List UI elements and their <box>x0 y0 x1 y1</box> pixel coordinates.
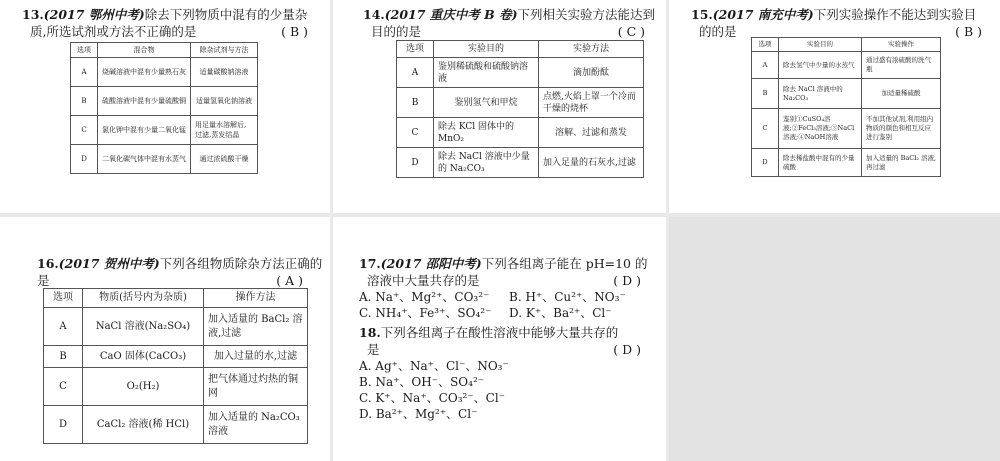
header-option: 选项 <box>397 41 434 58</box>
question-source: (2017 南充中考) <box>712 7 814 22</box>
table-row <box>71 58 258 87</box>
cell-substance: O₂(H₂) <box>83 368 204 406</box>
question-stem-line1: 下列各组离子在酸性溶液中能够大量共存的 <box>380 325 619 340</box>
panel-question-14 <box>333 0 666 213</box>
question-number: 16. <box>37 256 59 271</box>
cell-purpose: 除去氢气中少量的水蒸气 <box>779 52 862 79</box>
table-row <box>397 88 644 118</box>
question-stem-line1: 下列各组离子能在 pH=10 的 <box>481 256 648 271</box>
header-option: 选项 <box>44 289 83 308</box>
cell-operation: 加入适量的 BaCl₂ 溶液,过滤 <box>204 308 308 346</box>
question-stem-line1: 下列各组物质除杂方法正确的 <box>159 256 323 271</box>
question-stem-line2: 溶液中大量共存的是 <box>366 273 480 288</box>
question-number: 15. <box>691 7 713 22</box>
cell-option: B <box>397 88 434 118</box>
cell-operation: 不加其他试剂,利用组内物质的颜色和相互反应进行鉴别 <box>862 109 941 149</box>
table-header-row <box>397 41 644 58</box>
answer: ( C ) <box>617 24 645 39</box>
question-stem-line2: 质,所选试剂或方法不正确的是 <box>29 24 197 39</box>
option-c: C. NH₄⁺、Fe³⁺、SO₄²⁻ <box>359 306 492 320</box>
cell-operation: 加适量稀硫酸 <box>862 79 941 109</box>
cell-option: B <box>71 87 98 116</box>
question-17 <box>359 255 655 321</box>
header-purpose: 实验目的 <box>434 41 539 58</box>
cell-option: D <box>752 149 779 177</box>
cell-option: A <box>44 308 83 346</box>
cell-operation: 把气体通过灼热的铜网 <box>204 368 308 406</box>
cell-option: C <box>397 118 434 148</box>
option-b: B. H⁺、Cu²⁺、NO₃⁻ <box>509 290 626 304</box>
question-stem-line1: 下列实验操作不能达到实验目 <box>813 7 977 22</box>
option-c: C. K⁺、Na⁺、CO₃²⁻、Cl⁻ <box>359 391 505 405</box>
table-header-row <box>44 289 308 308</box>
cell-method: 溶解、过滤和蒸发 <box>539 118 644 148</box>
question-number: 18. <box>359 325 381 340</box>
question-stem-line1: 除去下列物质中混有的少量杂 <box>144 7 308 22</box>
option-a: A. Ag⁺、Na⁺、Cl⁻、NO₃⁻ <box>359 359 509 373</box>
option-d: D. K⁺、Ba²⁺、Cl⁻ <box>509 306 612 320</box>
cell-option: B <box>752 79 779 109</box>
answer: ( B ) <box>955 24 982 39</box>
empty-panel <box>669 217 1000 461</box>
cell-mixture: 二氧化碳气体中混有水蒸气 <box>98 145 191 174</box>
cell-option: A <box>752 52 779 79</box>
question-source: (2017 鄂州中考) <box>43 7 145 22</box>
answer: ( B ) <box>281 24 308 39</box>
cell-option: D <box>44 406 83 444</box>
cell-purpose: 除去稀盐酸中混有的少量硫酸 <box>779 149 862 177</box>
table-question-15 <box>751 37 941 177</box>
question-source: (2017 重庆中考 B 卷) <box>384 7 518 22</box>
option-b: B. Na⁺、OH⁻、SO₄²⁻ <box>359 375 485 389</box>
header-method: 除杂试剂与方法 <box>191 43 258 58</box>
header-method: 实验方法 <box>539 41 644 58</box>
table-row <box>397 58 644 88</box>
cell-purpose: 鉴别①CuSO₄溶液;②FeCl₃溶液;③NaCl溶液;④NaOH溶液 <box>779 109 862 149</box>
question-source: (2017 邵阳中考) <box>380 256 482 271</box>
table-header-row <box>71 43 258 58</box>
table-row <box>44 308 308 346</box>
header-operation: 操作方法 <box>204 289 308 308</box>
panel-question-13 <box>0 0 330 213</box>
cell-substance: NaCl 溶液(Na₂SO₄) <box>83 308 204 346</box>
option-a: A. Na⁺、Mg²⁺、CO₃²⁻ <box>359 290 490 304</box>
table-row <box>71 87 258 116</box>
cell-option: C <box>44 368 83 406</box>
question-15 <box>691 6 996 40</box>
question-stem-line2: 是 <box>366 342 380 357</box>
table-header-row <box>752 38 941 52</box>
table-row <box>752 149 941 177</box>
table-row <box>44 406 308 444</box>
header-option: 选项 <box>752 38 779 52</box>
table-question-14 <box>396 40 644 178</box>
panel-question-15 <box>669 0 1000 213</box>
table-row <box>71 116 258 145</box>
table-question-16 <box>43 288 308 444</box>
question-16 <box>37 255 323 289</box>
cell-option: A <box>397 58 434 88</box>
header-substance: 物质(括号内为杂质) <box>83 289 204 308</box>
question-18 <box>359 324 655 422</box>
cell-method: 点燃,火焰上罩一个冷而干燥的烧杯 <box>539 88 644 118</box>
question-number: 14. <box>363 7 385 22</box>
cell-method: 加入足量的石灰水,过滤 <box>539 148 644 178</box>
cell-purpose: 鉴别氢气和甲烷 <box>434 88 539 118</box>
answer: ( A ) <box>276 273 303 288</box>
question-source: (2017 贺州中考) <box>58 256 160 271</box>
cell-operation: 加入适量的 Na₂CO₃ 溶液 <box>204 406 308 444</box>
question-number: 17. <box>359 256 381 271</box>
cell-operation: 加入过量的水,过滤 <box>204 346 308 368</box>
cell-method: 用足量水溶解后,过滤,蒸发结晶 <box>191 116 258 145</box>
table-row <box>752 52 941 79</box>
question-stem-line2: 的的是 <box>698 24 737 39</box>
cell-option: C <box>752 109 779 149</box>
question-stem-line1: 下列相关实验方法能达到 <box>517 7 656 22</box>
cell-option: D <box>71 145 98 174</box>
header-operation: 实验操作 <box>862 38 941 52</box>
question-14 <box>363 6 659 40</box>
cell-purpose: 除去 NaCl 溶液中少量的 Na₂CO₃ <box>434 148 539 178</box>
cell-purpose: 鉴别稀硫酸和硫酸钠溶液 <box>434 58 539 88</box>
table-row <box>752 109 941 149</box>
cell-mixture: 烧碱溶液中混有少量熟石灰 <box>98 58 191 87</box>
header-option: 选项 <box>71 43 98 58</box>
cell-mixture: 氯化钾中混有少量二氧化锰 <box>98 116 191 145</box>
table-row <box>397 118 644 148</box>
question-stem-line2: 目的的是 <box>370 24 421 39</box>
cell-mixture: 硫酸溶液中混有少量硫酸铜 <box>98 87 191 116</box>
header-mixture: 混合物 <box>98 43 191 58</box>
header-purpose: 实验目的 <box>779 38 862 52</box>
question-13 <box>22 6 322 40</box>
cell-operation: 加入适量的 BaCl₂ 溶液,再过滤 <box>862 149 941 177</box>
cell-option: B <box>44 346 83 368</box>
cell-substance: CaCl₂ 溶液(稀 HCl) <box>83 406 204 444</box>
panel-question-16 <box>0 217 330 461</box>
table-row <box>71 145 258 174</box>
option-d: D. Ba²⁺、Mg²⁺、Cl⁻ <box>359 407 478 421</box>
question-number: 13. <box>22 7 44 22</box>
cell-purpose: 除去 KCl 固体中的 MnO₂ <box>434 118 539 148</box>
cell-method: 适量氢氧化钠溶液 <box>191 87 258 116</box>
cell-method: 适量碳酸钠溶液 <box>191 58 258 87</box>
table-row <box>44 368 308 406</box>
cell-option: C <box>71 116 98 145</box>
cell-option: D <box>397 148 434 178</box>
answer: ( D ) <box>613 342 641 357</box>
cell-option: A <box>71 58 98 87</box>
cell-substance: CaO 固体(CaCO₃) <box>83 346 204 368</box>
cell-operation: 通过盛有浓硫酸的洗气瓶 <box>862 52 941 79</box>
cell-purpose: 除去 NaCl 溶液中的 Na₂CO₃ <box>779 79 862 109</box>
question-stem-line2: 是 <box>37 273 50 288</box>
cell-method: 滴加酚酞 <box>539 58 644 88</box>
table-question-13 <box>70 42 258 174</box>
cell-method: 通过浓硫酸干燥 <box>191 145 258 174</box>
answer: ( D ) <box>613 273 641 288</box>
table-row <box>752 79 941 109</box>
table-row <box>397 148 644 178</box>
table-row <box>44 346 308 368</box>
panel-questions-17-18 <box>333 217 666 461</box>
